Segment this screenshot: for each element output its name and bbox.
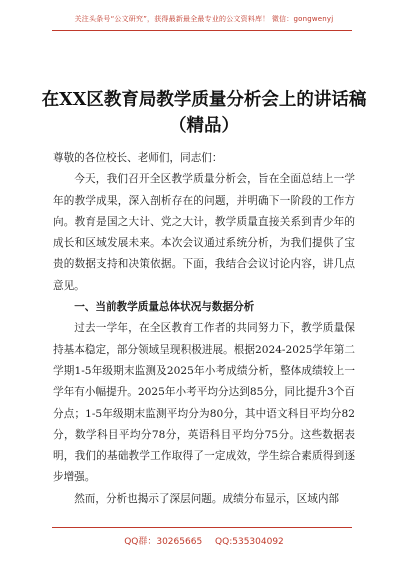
section-heading: 一、当前教学质量总体状况与数据分析 xyxy=(74,301,255,314)
body-paragraph: 然而，分析也揭示了深层问题。成绩分布显示，区域内部 xyxy=(74,492,340,505)
footer-qq: QQ:535304092 xyxy=(215,537,284,547)
footer-divider xyxy=(52,527,352,528)
intro-paragraph: 今天，我们召开全区教学质量分析会，旨在全面总结上一学年的教学成果，深入剖析存在的问题，并明确下一阶段的工作方向。教育是国之大计、党之大计，教学质量直接关系到青少年的成长和区域发展未来。本次会议通过系统分析，为我们提供了宝贵的数据支持和决策依据。下面，我结合会议讨论内容，讲几点意见。 xyxy=(53,173,355,292)
footer xyxy=(0,534,408,547)
document-body xyxy=(53,148,355,510)
footer-qq-group: QQ群：30265665 xyxy=(124,537,203,547)
body-paragraph: 过去一学年，在全区教育工作者的共同努力下，教学质量保持基本稳定，部分领域呈现积极进展。根据2024-2025学年第二学期1-5年级期末监测及2025年小考成绩分析，整体成绩较上一学年有小幅提升。2025年小考平均分达到85分，同比提升3个百分点；1-5年级期末监测平均分为80分，其中语文科目平均分82分，数学科目平均分78分，英语科目平均分75分。这些数据表明，我们的基础教学工作取得了一定成效，学生综合素质得到逐步增强。 xyxy=(53,322,355,484)
document-title: 在XX区教育局教学质量分析会上的讲话稿（精品） xyxy=(41,90,367,136)
header-divider xyxy=(52,30,352,31)
salutation: 尊敬的各位校长、老师们，同志们： xyxy=(53,152,223,164)
header-note: 关注头条号“公文研究”，获得最新最全最专业的公文资料库！ 微信：gongwenyj xyxy=(74,15,334,23)
